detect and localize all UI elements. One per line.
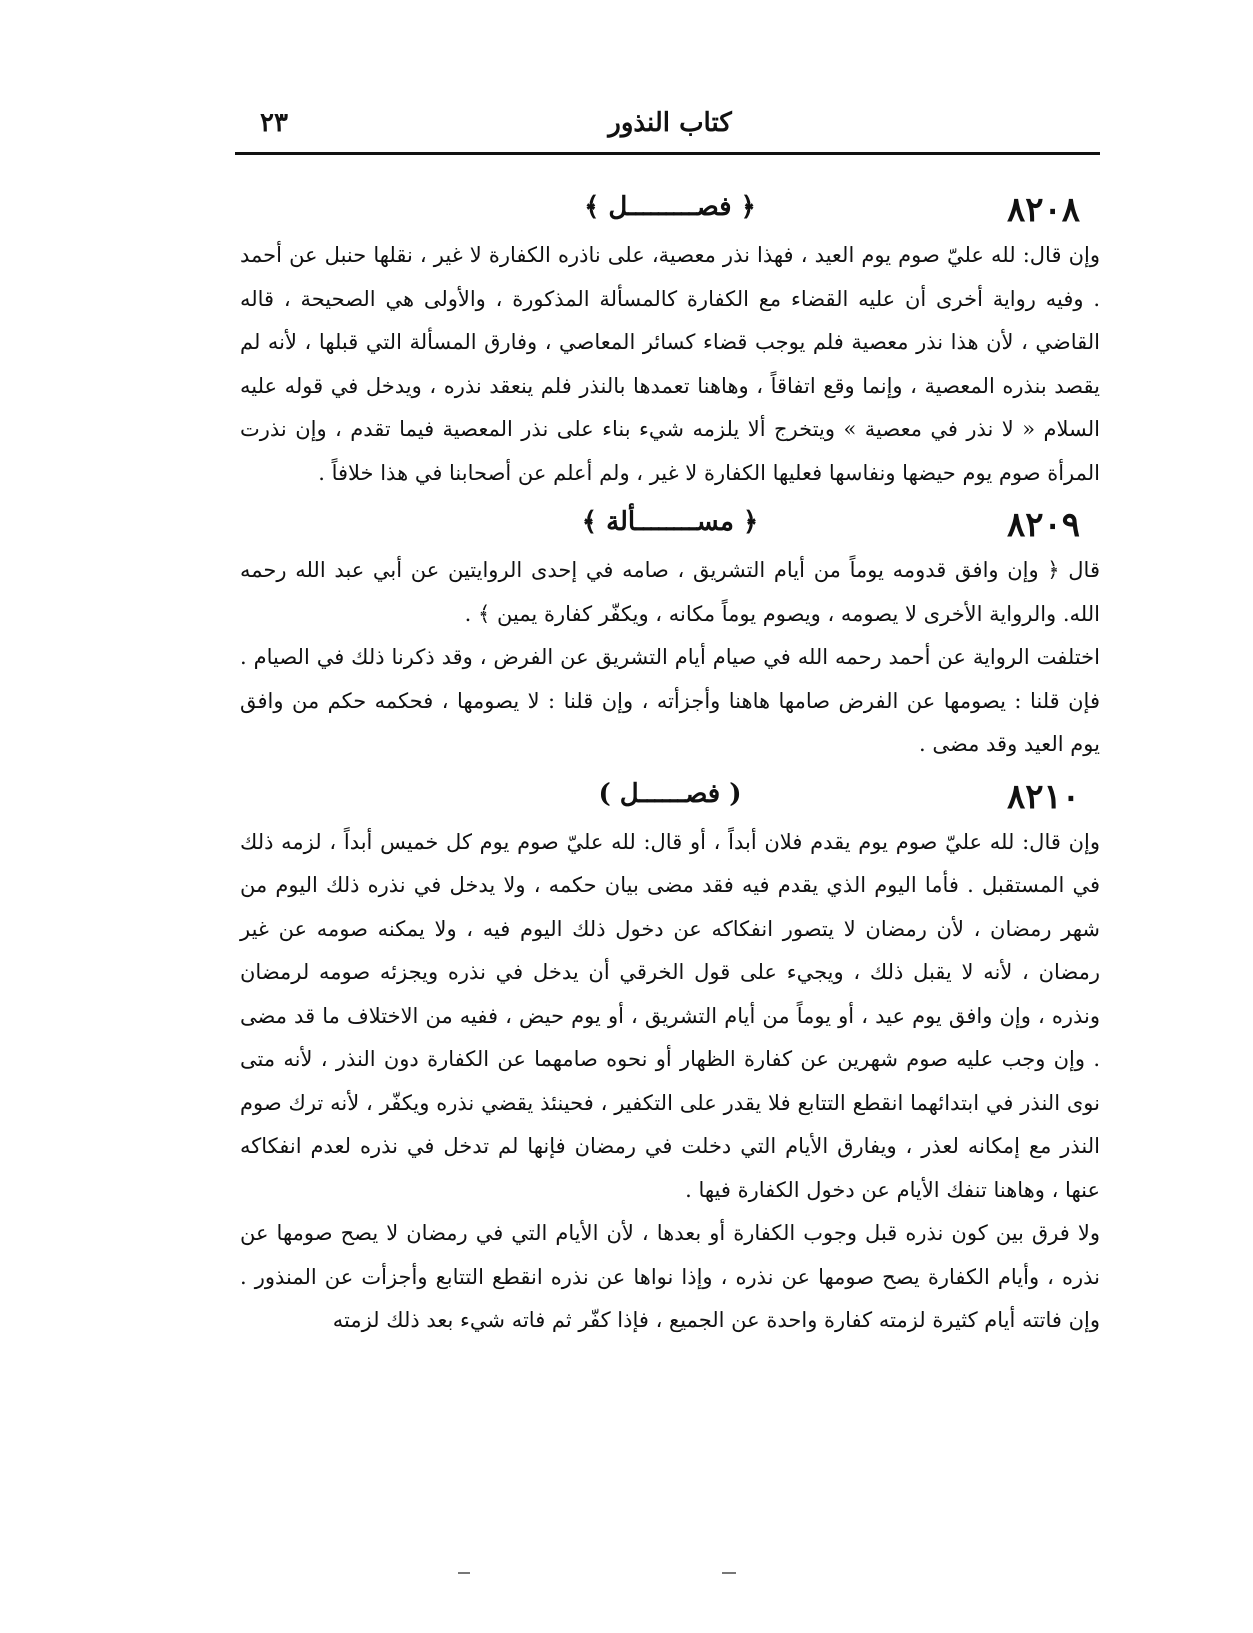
paragraph: وإن قال: لله عليّ صوم يوم العيد ، فهذا نذر معصية، على ناذره الكفارة لا غير ، نقلها حنبل عن أحمد . وفيه رواية أخرى أن عليه القضاء مع الكفارة كالمسألة المذكورة ، والأولى هي الصحيحة ، قاله القاضي ، لأن هذا نذر معصية فلم يوجب قضاء كسائر المعاصي ، وفارق المسألة التي قبلها ، لأنه لم يقصد بنذره المعصية ، وإنما وقع اتفاقاً ، وهاهنا تعمدها بالنذر فلم ينعقد نذره ، ويدخل في قوله عليه السلام « لا نذر في معصية » ويتخرج ألا يلزمه شيء بناء على نذر المعصية فيما تقدم ، وإن نذرت المرأة صوم يوم حيضها ونفاسها فعليها الكفارة لا غير ، ولم أعلم عن أصحابنا في هذا خلافاً . xyxy=(240,243,1100,485)
section-head xyxy=(240,773,1100,821)
section-heading: ﴿ مســــــــألة ﴾ xyxy=(581,507,759,537)
section-8209 xyxy=(240,501,1100,767)
section-head xyxy=(240,186,1100,234)
section-number: ٨٢٠٩ xyxy=(1006,505,1080,545)
scan-marks xyxy=(0,1572,1253,1582)
scan-mark xyxy=(722,1572,736,1574)
page-number: ٢٣ xyxy=(260,108,288,138)
header-rule xyxy=(235,152,1100,155)
paragraph: اختلفت الرواية عن أحمد رحمه الله في صيام أيام التشريق عن الفرض ، وقد ذكرنا ذلك في الصيام . فإن قلنا : يصومها عن الفرض صامها هاهنا وأجزأته ، وإن قلنا : لا يصومها ، فحكمه حكم من وافق يوم العيد وقد مضى . xyxy=(240,645,1100,756)
section-number: ٨٢١٠ xyxy=(1006,776,1080,817)
paragraph: قال ﴿ وإن وافق قدومه يوماً من أيام التشريق ، صامه في إحدى الروايتين عن أبي عبد الله رحمه الله. والرواية الأخرى لا يصومه ، ويصوم يوماً مكانه ، ويكفّر كفارة يمين ﴾ . xyxy=(240,558,1100,626)
section-heading: ( فصــــــل ) xyxy=(598,778,742,809)
section-8210 xyxy=(240,773,1100,1343)
paragraph: ولا فرق بين كون نذره قبل وجوب الكفارة أو بعدها ، لأن الأيام التي في رمضان لا يصح صومها عن نذره ، وأيام الكفارة يصح صومها عن نذره ، وإذا نواها عن نذره انقطع التتابع وأجزأت عن المنذور . وإن فاتته أيام كثيرة لزمته كفارة واحدة عن الجميع ، فإذا كفّر ثم فاته شيء بعد ذلك لزمته xyxy=(240,1221,1100,1332)
page-header xyxy=(240,108,1100,154)
page-body xyxy=(240,180,1100,1343)
scan-mark xyxy=(458,1572,470,1574)
paragraph: وإن قال: لله عليّ صوم يوم يقدم فلان أبداً ، أو قال: لله عليّ صوم يوم كل خميس أبداً ، لزمه ذلك في المستقبل . فأما اليوم الذي يقدم فيه فقد مضى بيان حكمه ، ولا يدخل في نذره ذلك اليوم من شهر رمضان ، لأن رمضان لا يتصور انفكاكه عن دخول ذلك اليوم فيه ، ولا يمكنه صومه عن غير رمضان ، لأنه لا يقبل ذلك ، ويجيء على قول الخرقي أن يدخل في نذره ويجزئه صومه لرمضان ونذره ، وإن وافق يوم عيد ، أو يوماً من أيام التشريق ، أو يوم حيض ، ففيه من الاختلاف ما قد مضى . وإن وجب عليه صوم شهرين عن كفارة الظهار أو نحوه صامهما عن الكفارة دون النذر ، لأنه متى نوى النذر في ابتدائهما انقطع التتابع فلا يقدر على التكفير ، فحينئذ يقضي نذره ويكفّر ، لأنه ترك صوم النذر مع إمكانه لعذر ، ويفارق الأيام التي دخلت في رمضان فإنها لم تدخل في نذره لعدم انفكاكه عنها ، وهاهنا تنفك الأيام عن دخول الكفارة فيها . xyxy=(240,829,1100,1202)
section-8208 xyxy=(240,186,1100,495)
section-number: ٨٢٠٨ xyxy=(1006,190,1080,230)
section-head xyxy=(240,501,1100,549)
section-heading: ﴿ فصـــــــــل ﴾ xyxy=(584,192,756,222)
running-title: كتاب النذور xyxy=(608,108,732,138)
